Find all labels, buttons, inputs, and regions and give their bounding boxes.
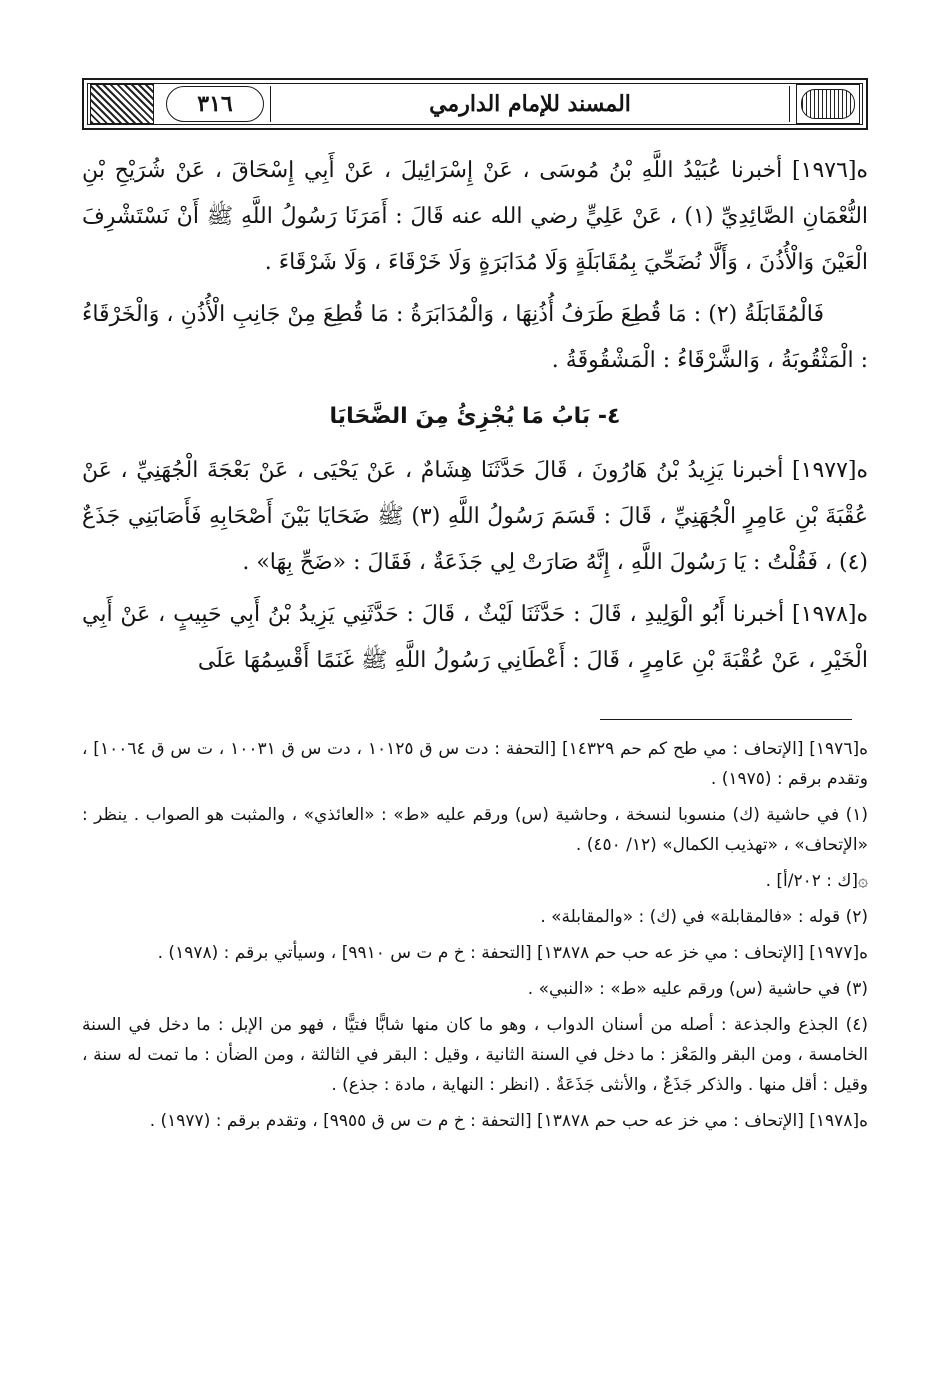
footnote-1977: ه[١٩٧٧] [الإتحاف : مي خز عه حب حم ١٣٨٧٨] [التحفة : خ م ت س ٩٩١٠] ، وسيأتي برقم : (١٩٧٨) . (157, 943, 868, 963)
footnote-3: (٣) في حاشية (س) ورقم عليه «ط» : «النبي» . (527, 979, 868, 999)
footnote-1: (١) في حاشية (ك) منسوبا لنسخة ، وحاشية (س) ورقم عليه «ط» : «العائذي» ، والمثبت هو الصواب . ينظر : «الإتحاف» ، «تهذيب الكمال» (١٢/ ٤٥٠) . (82, 805, 868, 855)
footnote-4: (٤) الجذع والجذعة : أصله من أسنان الدواب ، وهو ما كان منها شابًّا فتيًّا ، فهو من الإبل : ما دخل في السنة الخامسة ، ومن البقر والمَعْز : ما دخل في السنة الثانية ، وقيل : البقر في الثالثة ، ومن الضأن : ما تمت له سنة ، وقيل : أقل منها . والذكر جَذَعٌ ، والأنثى جَذَعَةٌ . (انظر : النهاية ، مادة : جذع) . (82, 1015, 868, 1095)
footnotes (82, 734, 868, 1142)
chapter-heading: ٤- بَابُ مَا يُجْزِئُ مِنَ الضَّحَايَا (329, 404, 621, 429)
publisher-logo-icon (796, 84, 860, 124)
hadith-1978: ه[١٩٧٨] أخبرنا أَبُو الْوَلِيدِ ، قَالَ : حَدَّثَنَا لَيْثٌ ، قَالَ : حَدَّثَنِي يَزِيدُ بْنُ أَبِي حَبِيبٍ ، عَنْ أَبِي الْخَيْرِ ، عَنْ عُقْبَةَ بْنِ عَامِرٍ ، قَالَ : أَعْطَانِي رَسُولُ اللَّهِ ﷺ غَنَمًا أَقْسِمُهَا عَلَى (82, 602, 868, 673)
footnote-separator (600, 719, 852, 720)
footnote-1976: ه[١٩٧٦] [الإتحاف : مي طح كم حم ١٤٣٢٩] [التحفة : دت س ق ١٠١٢٥ ، دت س ق ١٠٠٣١ ، ت س ق ١٠٠٦٤] ، وتقدم برقم : (١٩٧٥) . (82, 739, 868, 789)
main-text (82, 148, 868, 690)
definitions-paragraph: فَالْمُقَابَلَةُ (٢) : مَا قُطِعَ طَرَفُ أُذُنِهَا ، وَالْمُدَابَرَةُ : مَا قُطِعَ مِنْ جَانِبِ الْأُذُنِ ، وَالْخَرْقَاءُ : الْمَثْقُوبَةُ ، وَالشَّرْقَاءُ : الْمَشْقُوقَةُ . (82, 302, 868, 373)
hadith-1976: ه[١٩٧٦] أخبرنا عُبَيْدُ اللَّهِ بْنُ مُوسَى ، عَنْ إِسْرَائِيلَ ، عَنْ أَبِي إِسْحَاقَ ، عَنْ شُرَيْحِ بْنِ النُّعْمَانِ الصَّائِدِيِّ (١) ، عَنْ عَلِيٍّ رضي الله عنه قَالَ : أَمَرَنَا رَسُولُ اللَّهِ ﷺ أَنْ نَسْتَشْرِفَ الْعَيْنَ وَالْأُذُنَ ، وَأَلَّا نُضَحِّيَ بِمُقَابَلَةٍ وَلَا مُدَابَرَةٍ وَلَا خَرْقَاءَ ، وَلَا شَرْقَاءَ . (82, 158, 869, 275)
footnote-manuscript-ref: ۞[ك : ٢٠٢/أ] . (765, 871, 868, 891)
header-ornament-left (90, 84, 154, 124)
page-header (82, 78, 868, 130)
page-number: ٣١٦ (166, 86, 264, 122)
hadith-1977: ه[١٩٧٧] أخبرنا يَزِيدُ بْنُ هَارُونَ ، قَالَ حَدَّثَنَا هِشَامٌ ، عَنْ يَحْيَى ، عَنْ بَعْجَةَ الْجُهَنِيِّ ، عَنْ عُقْبَةَ بْنِ عَامِرٍ الْجُهَنِيِّ ، قَالَ : قَسَمَ رَسُولُ اللَّهِ (٣) ﷺ ضَحَايَا بَيْنَ أَصْحَابِهِ فَأَصَابَنِي جَذَعٌ (٤) ، فَقُلْتُ : يَا رَسُولَ اللَّهِ ، إِنَّهُ صَارَتْ لِي جَذَعَةٌ ، فَقَالَ : «ضَحِّ بِهَا» . (82, 458, 868, 575)
footnote-1978: ه[١٩٧٨] [الإتحاف : مي خز عه حب حم ١٣٨٧٨] [التحفة : خ م ت س ق ٩٩٥٥] ، وتقدم برقم : (١٩٧٧) . (149, 1111, 868, 1131)
running-title: المسند للإمام الدارمي (270, 86, 790, 122)
footnote-2: (٢) قوله : «فالمقابلة» في (ك) : «والمقابلة» . (540, 907, 868, 927)
